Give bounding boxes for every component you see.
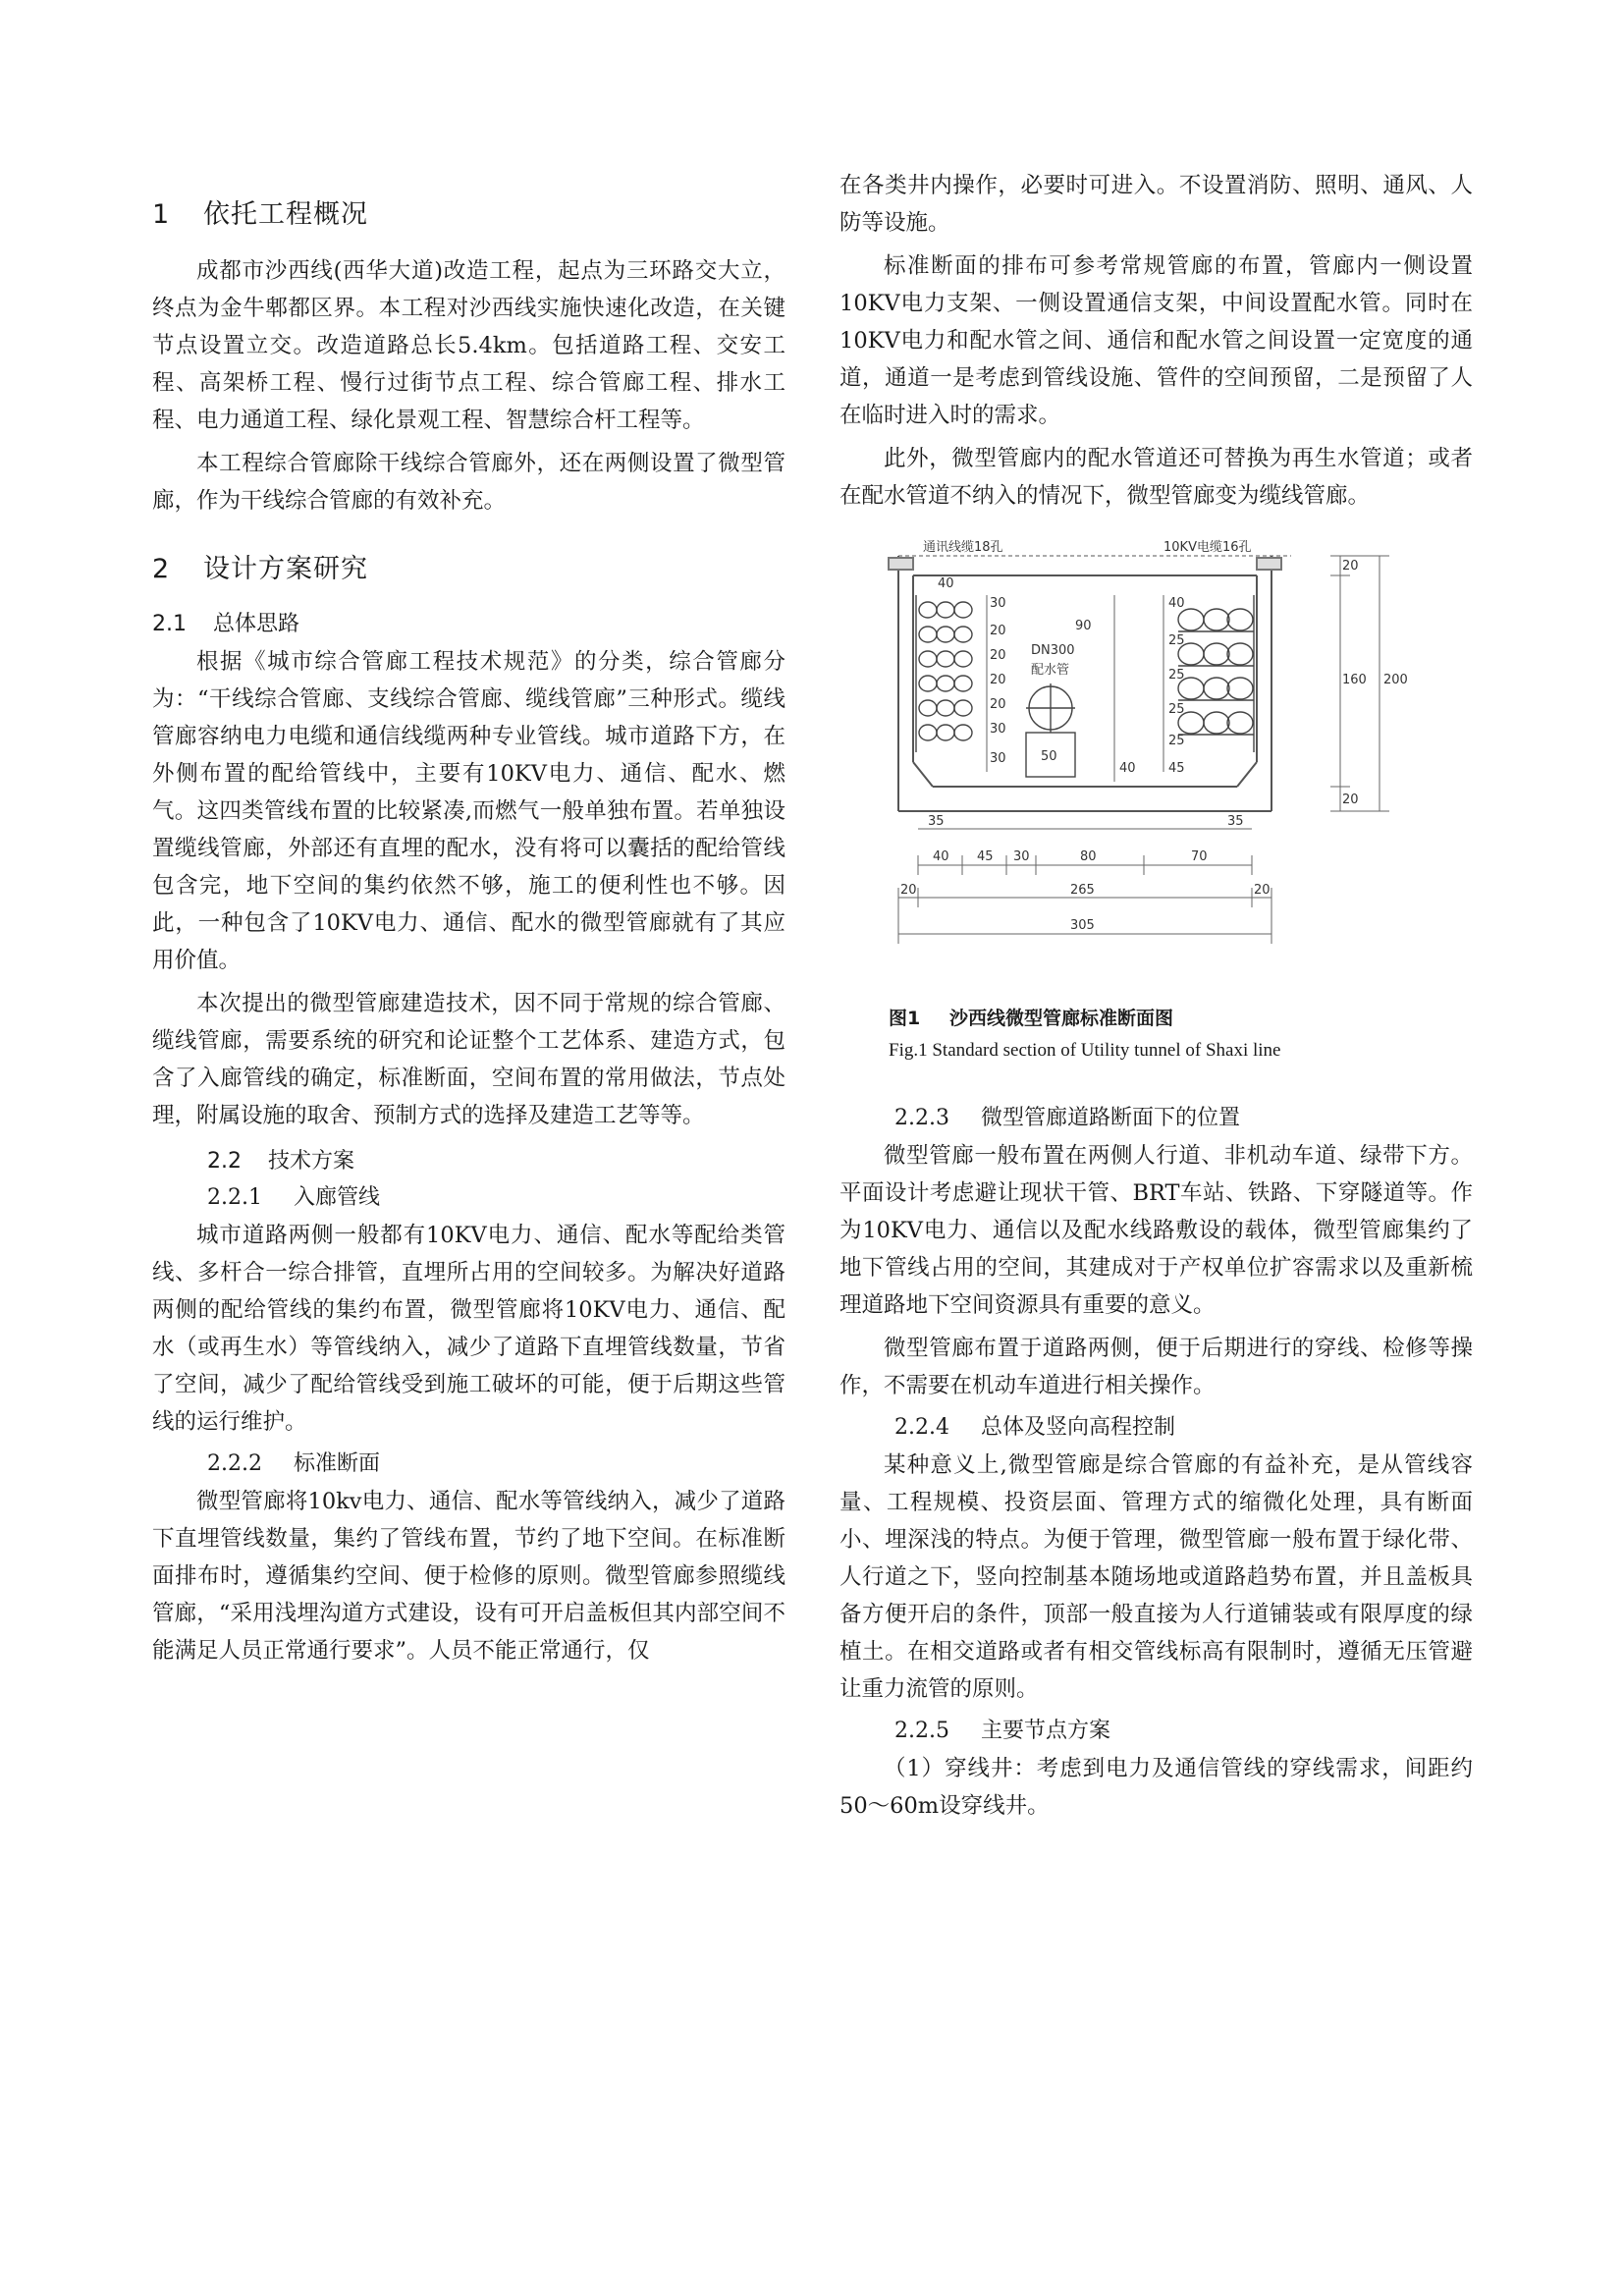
subsection-2-2-2-heading xyxy=(207,1447,785,1477)
dim-label: 90 xyxy=(1075,619,1092,633)
dim-label: 35 xyxy=(928,814,945,829)
paragraph: 成都市沙西线(西华大道)改造工程，起点为三环路交大立，终点为金牛郫都区界。本工程对沙西线实施快速化改造，在关键节点设置立交。改造道路总长5.4km。包括道路工程、交安工程、高架桥工程、慢行过街节点工程、综合管廊工程、排水工程、电力通道工程、绿化景观工程、智慧综合杆工程等。 xyxy=(152,258,785,433)
right-column xyxy=(839,167,1473,1831)
figure-1 xyxy=(839,536,1473,998)
power-label: 10KV电缆16孔 xyxy=(1163,540,1252,555)
subsection-number: 2.2.3 xyxy=(894,1106,949,1130)
section-title: 依托工程概况 xyxy=(203,199,368,230)
subsection-number: 2.2.1 xyxy=(207,1185,262,1210)
tunnel-outline xyxy=(889,556,1291,811)
paragraph: （1）穿线井：考虑到电力及通信管线的穿线需求，间距约50～60m设穿线井。 xyxy=(839,1756,1473,1819)
left-column xyxy=(152,167,785,1675)
subsection-number: 2.1 xyxy=(152,612,187,636)
power-bracket xyxy=(1178,595,1254,752)
dim-label: 30 xyxy=(1013,849,1030,864)
paragraph: 标准断面的排布可参考常规管廊的布置，管廊内一侧设置10KV电力支架、一侧设置通信支架，中间设置配水管。同时在10KV电力和配水管之间、通信和配水管之间设置一定宽度的通道，通道一是考虑到管线设施、管件的空间预留，二是预留了人在临时进入时的需求。 xyxy=(839,253,1473,428)
subsection-title: 总体及竖向高程控制 xyxy=(981,1415,1176,1440)
figure-title: 沙西线微型管廊标准断面图 xyxy=(949,1008,1174,1029)
section-number: 2 xyxy=(152,554,171,584)
subsection-2-2-heading xyxy=(207,1144,785,1175)
dim-label: 40 xyxy=(1119,761,1136,776)
dim-label: 20 xyxy=(990,624,1006,638)
dim-label: 45 xyxy=(977,849,994,864)
dim-label: 40 xyxy=(938,576,954,591)
section-1-heading xyxy=(152,192,785,231)
subsection-number: 2.2 xyxy=(207,1149,242,1174)
subsection-2-2-3-heading xyxy=(894,1101,1473,1131)
dim-label: 20 xyxy=(990,697,1006,712)
dim-label: 40 xyxy=(1168,596,1185,611)
paragraph-continued: 在各类井内操作，必要时可进入。不设置消防、照明、通风、人防等设施。 xyxy=(839,173,1473,236)
dim-label: 70 xyxy=(1191,849,1208,864)
tunnel-section-drawing xyxy=(879,536,1429,949)
dim-label: 20 xyxy=(1342,559,1359,574)
paragraph: 城市道路两侧一般都有10KV电力、通信、配水等配给类管线、多杆合一综合排管，直埋所占用的空间较多。为解决好道路两侧的配给管线的集约布置，微型管廊将10KV电力、通信、配水（或再生水）等管线纳入，减少了道路下直埋管线数量，节省了空间，减少了配给管线受到施工破坏的可能，便于后期这些管线的运行维护。 xyxy=(152,1223,785,1435)
dim-label: 20 xyxy=(1342,793,1359,807)
dim-label: 25 xyxy=(1168,734,1185,748)
dim-label: 20 xyxy=(990,648,1006,663)
subsection-number: 2.2.2 xyxy=(207,1451,262,1476)
figure-caption-cn xyxy=(889,1004,1473,1030)
dim-label: 25 xyxy=(1168,668,1185,683)
subsection-title: 标准断面 xyxy=(294,1451,381,1476)
figure-number: 图1 xyxy=(889,1008,921,1029)
subsection-title: 入廊管线 xyxy=(294,1185,381,1210)
dim-label: 160 xyxy=(1342,673,1367,687)
paragraph: 根据《城市综合管廊工程技术规范》的分类，综合管廊分为：“干线综合管廊、支线综合管廊、缆线管廊”三种形式。缆线管廊容纳电力电缆和通信线缆两种专业管线。城市道路下方，在外侧布置的配给管线中，主要有10KV电力、通信、配水、燃气。这四类管线布置的比较紧凑,而燃气一般单独布置。若单独设置缆线管廊，外部还有直埋的配水，没有将可以囊括的配给管线包含完，地下空间的集约依然不够，施工的便利性也不够。因此，一种包含了10KV电力、通信、配水的微型管廊就有了其应用价值。 xyxy=(152,649,785,973)
paragraph: 某种意义上,微型管廊是综合管廊的有益补充，是从管线容量、工程规模、投资层面、管理方式的缩微化处理，具有断面小、埋深浅的特点。为便于管理，微型管廊一般布置于绿化带、人行道之下，竖向控制基本随场地或道路趋势布置，并且盖板具备方便开启的条件，顶部一般直接为人行道铺装或有限厚度的绿植土。在相交道路或者有相交管线标高有限制时，遵循无压管避让重力流管的原则。 xyxy=(839,1452,1473,1702)
paragraph: 本工程综合管廊除干线综合管廊外，还在两侧设置了微型管廊，作为干线综合管廊的有效补充。 xyxy=(152,451,785,514)
subsection-title: 主要节点方案 xyxy=(981,1719,1111,1743)
subsection-title: 技术方案 xyxy=(268,1149,355,1174)
comm-label: 通讯线缆18孔 xyxy=(923,540,1003,555)
dim-label: 30 xyxy=(990,596,1006,611)
dim-label: 20 xyxy=(990,673,1006,687)
dim-label: 25 xyxy=(1168,633,1185,648)
dim-label: 20 xyxy=(1254,883,1271,898)
subsection-2-2-1-heading xyxy=(207,1180,785,1211)
section-2-heading xyxy=(152,547,785,585)
subsection-2-1-heading xyxy=(152,607,785,637)
comm-bracket xyxy=(916,595,972,752)
dim-label: 35 xyxy=(1227,814,1244,829)
paragraph: 微型管廊将10kv电力、通信、配水等管线纳入，减少了道路下直埋管线数量，集约了管线布置，节约了地下空间。在标准断面排布时，遵循集约空间、便于检修的原则。微型管廊参照缆线管廊，“采用浅埋沟道方式建设，设有可开启盖板但其内部空间不能满足人员正常通行要求”。人员不能正常通行，仅 xyxy=(152,1489,785,1664)
subsection-title: 微型管廊道路断面下的位置 xyxy=(981,1106,1241,1130)
subsection-2-2-4-heading xyxy=(894,1410,1473,1441)
paragraph: 此外，微型管廊内的配水管道还可替换为再生水管道；或者在配水管道不纳入的情况下，微型管廊变为缆线管廊。 xyxy=(839,446,1473,509)
paragraph: 本次提出的微型管廊建造技术，因不同于常规的综合管廊、缆线管廊，需要系统的研究和论证整个工艺体系、建造方式，包含了入廊管线的确定，标准断面，空间布置的常用做法，节点处理，附属设施的取舍、预制方式的选择及建造工艺等等。 xyxy=(152,991,785,1128)
dim-label: 80 xyxy=(1080,849,1097,864)
dim-label: 20 xyxy=(900,883,917,898)
paragraph: 微型管廊布置于道路两侧，便于后期进行的穿线、检修等操作，不需要在机动车道进行相关操作。 xyxy=(839,1336,1473,1398)
pipe-label-2: 配水管 xyxy=(1031,663,1070,678)
paragraph: 微型管廊一般布置在两侧人行道、非机动车道、绿带下方。平面设计考虑避让现状干管、BRT车站、铁路、下穿隧道等。作为10KV电力、通信以及配水线路敷设的载体，微型管廊集约了地下管线占用的空间，其建成对于产权单位扩容需求以及重新梳理道路地下空间资源具有重要的意义。 xyxy=(839,1143,1473,1318)
dim-label: 45 xyxy=(1168,761,1185,776)
dim-label: 305 xyxy=(1070,918,1095,933)
dim-label: 200 xyxy=(1383,673,1408,687)
figure-caption-en: Fig.1 Standard section of Utility tunnel of Shaxi line xyxy=(889,1040,1281,1061)
subsection-number: 2.2.5 xyxy=(894,1719,949,1743)
pipe-label-1: DN300 xyxy=(1031,643,1075,658)
dim-label: 30 xyxy=(990,722,1006,737)
subsection-title: 总体思路 xyxy=(213,612,300,636)
subsection-2-2-5-heading xyxy=(894,1714,1473,1744)
dim-label: 30 xyxy=(990,751,1006,766)
dim-label: 25 xyxy=(1168,702,1185,717)
dim-label: 265 xyxy=(1070,883,1095,898)
dim-label: 50 xyxy=(1041,749,1057,764)
section-number: 1 xyxy=(152,199,171,230)
section-title: 设计方案研究 xyxy=(203,554,368,584)
dim-label: 40 xyxy=(933,849,949,864)
subsection-number: 2.2.4 xyxy=(894,1415,949,1440)
